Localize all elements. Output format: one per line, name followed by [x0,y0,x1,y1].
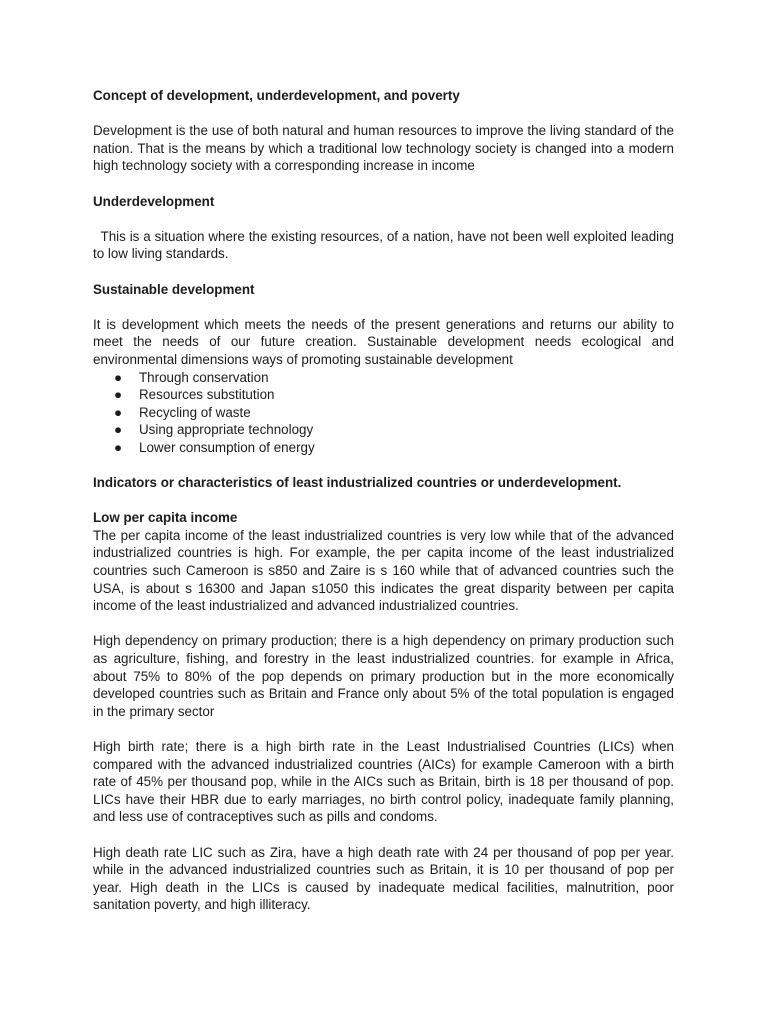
bullet-icon: ● [114,439,123,455]
list-item [93,439,674,457]
intro-paragraph: Development is the use of both natural and human resources to improve the living standard of the nation. That is the means by which a traditional low technology society is changed into a modern high technology society with a corresponding increase in income [93,123,674,174]
bullet-icon: ● [114,369,123,385]
sustainable-paragraph: It is development which meets the needs of the present generations and returns our ability to meet the needs of our future creation. Sustainable development needs ecological and environmental dimensions ways of promoting sustainable development [93,316,674,367]
document-page [93,87,674,932]
sustainable-heading: Sustainable development [93,281,255,297]
document-title: Concept of development, underdevelopment, and poverty [93,88,460,103]
list-item-text: Lower consumption of energy [139,439,315,455]
bullet-icon: ● [114,404,123,420]
list-item [93,421,674,439]
death-rate-paragraph: High death rate LIC such as Zira, have a high death rate with 24 per thousand of pop per year. while in the advanced industrialized countries such as Britain, it is 10 per thousand of pop per year. High death in the LICs is caused by inadequate medical facilities, malnutrition, poor sanitation poverty, and high illiteracy. [93,844,674,913]
birth-rate-paragraph: High birth rate; there is a high birth rate in the Least Industrialised Countries (LICs) when compared with the advanced industrialized countries (AICs) for example Cameroon with a birth rate of 45% per thousand pop, while in the AICs such as Britain, birth is 18 per thousand of pop. LICs have their HBR due to early marriages, no birth control policy, inadequate family planning, and less use of contraceptives such as pills and condoms. [93,738,674,825]
list-item-text: Resources substitution [139,387,275,403]
primary-production-paragraph: High dependency on primary production; there is a high dependency on primary production such as agriculture, fishing, and forestry in the least industrialized countries. for example in Africa, about 75% to 80% of the pop depends on primary production but in the more economically developed countries such as Britain and France only about 5% of the total population is engaged in the primary sector [93,633,674,719]
list-item [93,369,674,387]
underdevelopment-text: This is a situation where the existing resources, of a nation, have not been well exploited leading to low living standards. [93,228,675,262]
bullet-icon: ● [114,387,123,403]
income-heading: Low per capita income [93,510,238,526]
list-item-text: Through conservation [139,369,269,385]
list-item [93,386,674,404]
list-item-text: Using appropriate technology [139,422,314,438]
indicators-heading: Indicators or characteristics of least industrialized countries or underdevelopment. [93,475,622,491]
list-item [93,404,674,422]
income-paragraph: The per capita income of the least industrialized countries is very low while that of the advanced industrialized countries is high. For example, the per capita income of the least industrialized countries such Cameroon is s850 and Zaire is s 160 while that of advanced countries such the USA, is about s 16300 and Japan s1050 this indicates the great disparity between per capita income of the least industrialized and advanced industrialized countries. [93,527,674,614]
list-item-text: Recycling of waste [139,404,251,420]
bullet-icon: ● [114,422,123,438]
underdevelopment-paragraph [93,228,674,263]
underdevelopment-heading: Underdevelopment [93,193,215,209]
sustainable-bullet-list [93,369,674,457]
